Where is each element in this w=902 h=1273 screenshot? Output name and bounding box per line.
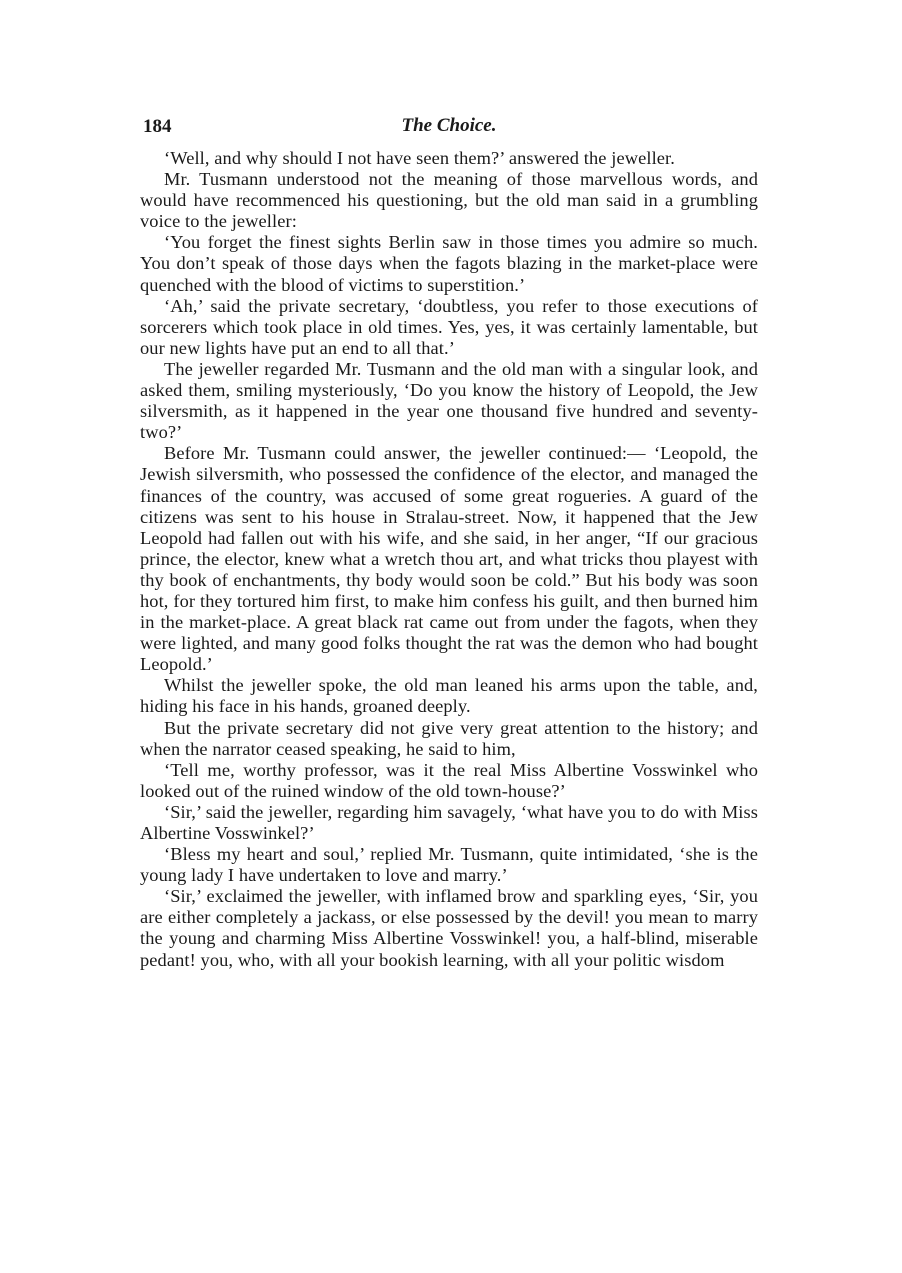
paragraph: ‘Well, and why should I not have seen them?’ answered the jeweller. bbox=[164, 148, 675, 168]
paragraph: ‘Tell me, worthy professor, was it the real Miss Albertine Vosswinkel who looked out of the ruined window of the old town-house?’ bbox=[140, 759, 758, 801]
paragraph: But the private secretary did not give very great attention to the history; and when the narrator ceased speaking, he said to him, bbox=[140, 717, 758, 759]
book-page bbox=[140, 112, 758, 971]
paragraph: Before Mr. Tusmann could answer, the jeweller continued:— ‘Leopold, the Jewish silversmith, who possessed the confidence of the elector, and managed the finances of the country, was accused of some great rogueries. A guard of the citizens was sent to his house in Stralau-street. Now, it happened that the Jew Leopold had fallen out with his wife, and she said, in her anger, “If our gracious prince, the elector, knew what a wretch thou art, and what tricks thou playest with thy book of enchantments, thy body would soon be cold.” But his body was soon hot, for they tortured him first, to make him confess his guilt, and then burned him in the market-place. A great black rat came out from under the fagots, when they were lighted, and many good folks thought the rat was the demon who had bought Leopold.’ bbox=[140, 443, 758, 675]
paragraph: The jeweller regarded Mr. Tusmann and the old man with a singular look, and asked them, smiling mysteriously, ‘Do you know the history of Leopold, the Jew silversmith, as it happened in the year one thousand five hundred and seventy-two?’ bbox=[140, 358, 758, 443]
paragraph: ‘Bless my heart and soul,’ replied Mr. Tusmann, quite intimidated, ‘she is the young lady I have undertaken to love and marry.’ bbox=[140, 844, 758, 886]
paragraph: ‘Sir,’ said the jeweller, regarding him savagely, ‘what have you to do with Miss Albertine Vosswinkel?’ bbox=[140, 801, 758, 843]
paragraph: ‘Sir,’ exclaimed the jeweller, with inflamed brow and sparkling eyes, ‘Sir, you are either completely a jackass, or else possessed by the devil! you mean to marry the young and charming Miss Albertine Vosswinkel! you, a half-blind, miserable pedant! you, who, with all your bookish learning, with all your politic wisdom bbox=[140, 886, 758, 970]
paragraph: ‘Ah,’ said the private secretary, ‘doubtless, you refer to those executions of sorcerers which took place in old times. Yes, yes, it was certainly lamentable, but our new lights have put an end to all that.’ bbox=[140, 295, 758, 358]
page-number: 184 bbox=[143, 116, 172, 137]
paragraph: Whilst the jeweller spoke, the old man leaned his arms upon the table, and, hiding his face in his hands, groaned deeply. bbox=[140, 675, 758, 717]
paragraph: Mr. Tusmann understood not the meaning of those marvellous words, and would have recommenced his questioning, but the old man said in a grumbling voice to the jeweller: bbox=[140, 169, 758, 232]
body-text bbox=[140, 148, 758, 971]
paragraph: ‘You forget the finest sights Berlin saw in those times you admire so much. You don’t speak of those days when the fagots blazing in the market-place were quenched with the blood of victims to superstition.’ bbox=[140, 232, 758, 295]
running-title: The Choice. bbox=[401, 115, 497, 136]
running-head bbox=[140, 112, 758, 142]
